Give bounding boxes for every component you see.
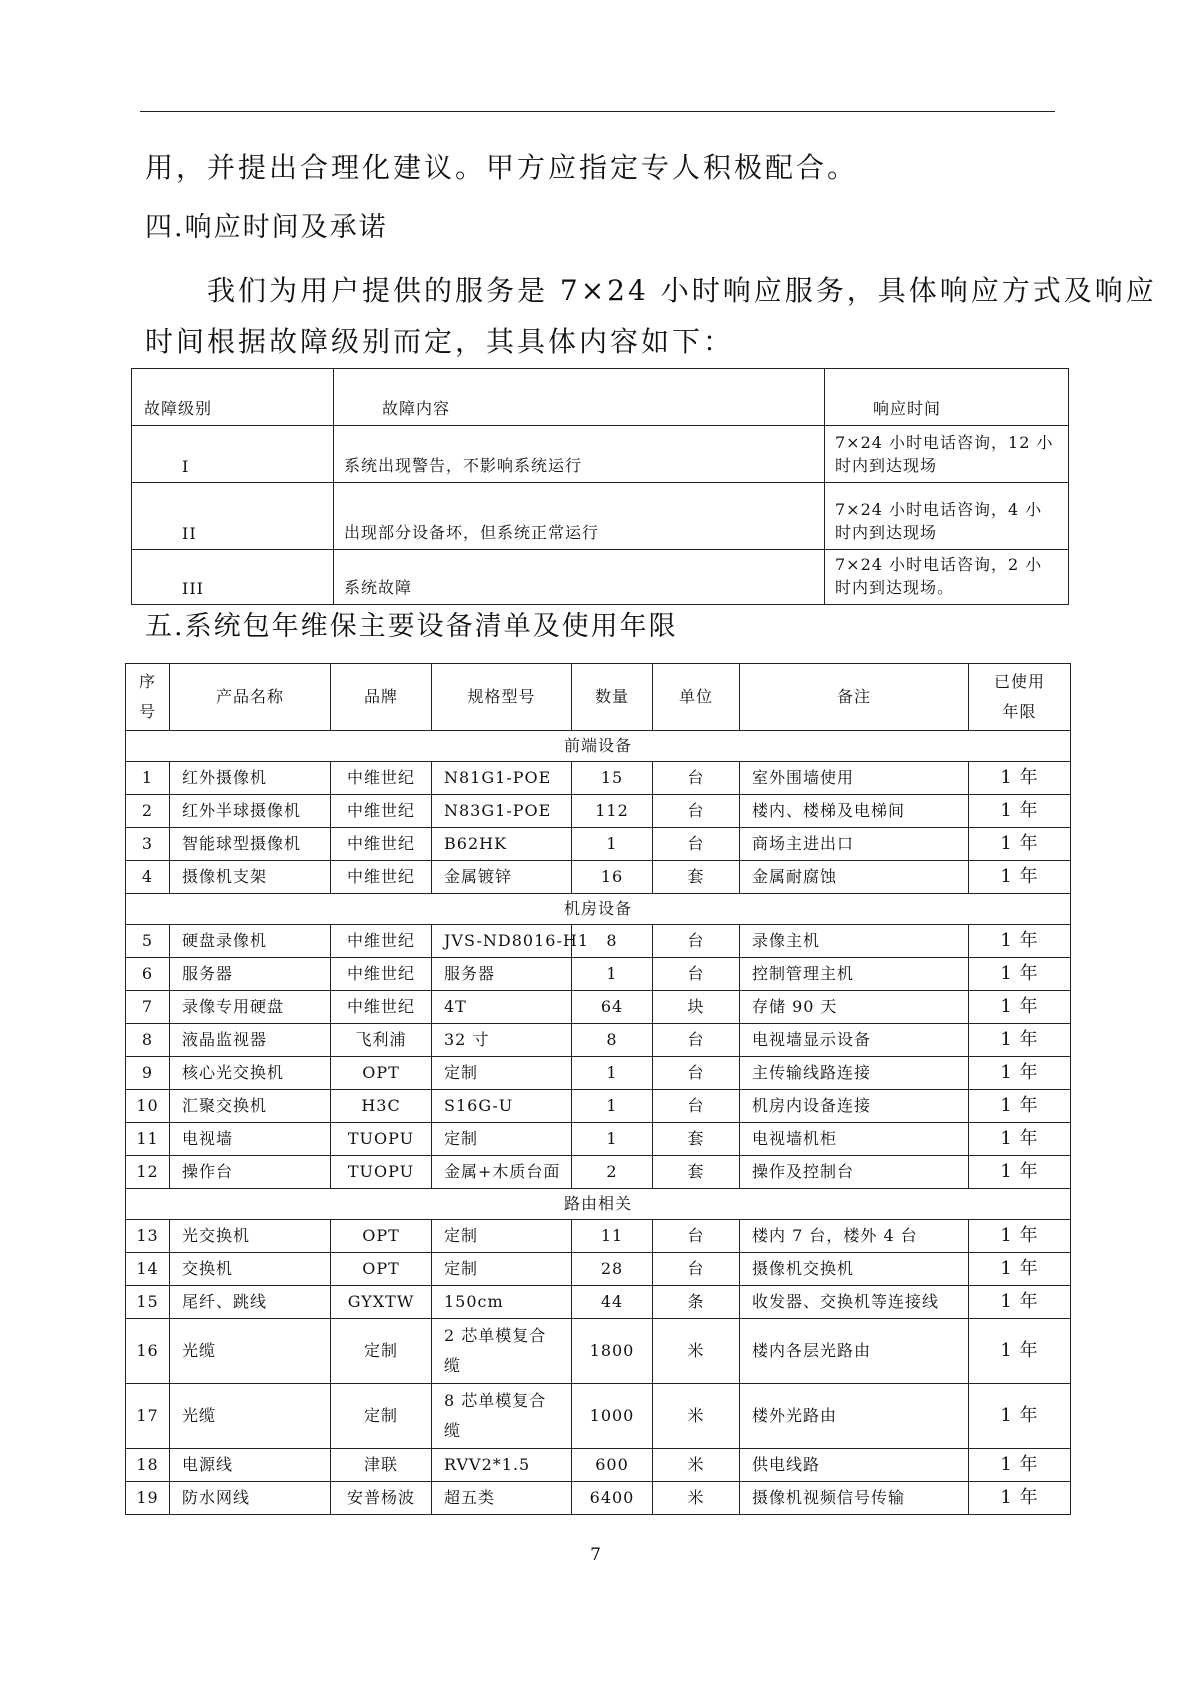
row-unit: 米 [653,1319,740,1384]
row-years: 1 年 [969,1123,1071,1156]
table-row [126,861,1071,894]
row-name: 智能球型摄像机 [170,828,331,861]
row-model: N83G1-POE [432,795,572,828]
row-model: 金属+木质台面 [432,1156,572,1189]
row-name: 硬盘录像机 [170,925,331,958]
section-row-machine-room [126,894,1071,925]
table-row [126,1384,1071,1449]
row-no: 12 [126,1156,170,1189]
fault-content: 系统出现警告，不影响系统运行 [334,426,825,483]
row-note: 主传输线路连接 [740,1057,969,1090]
row-years: 1 年 [969,1024,1071,1057]
row-unit: 台 [653,958,740,991]
row-note: 楼内各层光路由 [740,1319,969,1384]
row-unit: 台 [653,1024,740,1057]
row-years: 1 年 [969,925,1071,958]
row-no: 19 [126,1482,170,1515]
row-model: S16G-U [432,1090,572,1123]
fault-level: III [132,550,334,605]
row-no: 18 [126,1449,170,1482]
row-note: 室外围墙使用 [740,762,969,795]
row-note: 楼内 7 台，楼外 4 台 [740,1220,969,1253]
row-no: 14 [126,1253,170,1286]
row-name: 光交换机 [170,1220,331,1253]
row-model: JVS-ND8016-H1 [432,925,572,958]
row-brand: OPT [331,1253,432,1286]
row-model: 8 芯单模复合 缆 [432,1384,572,1449]
response-time: 7×24 小时电话咨询，12 小时内到达现场 [825,426,1069,483]
row-name: 交换机 [170,1253,331,1286]
row-qty: 1 [572,958,653,991]
row-note: 楼外光路由 [740,1384,969,1449]
table-row [126,795,1071,828]
row-qty: 1 [572,1057,653,1090]
row-years: 1 年 [969,828,1071,861]
header-note: 备注 [740,664,969,731]
row-no: 2 [126,795,170,828]
row-qty: 15 [572,762,653,795]
row-qty: 1 [572,1090,653,1123]
row-model: 定制 [432,1220,572,1253]
table-row [126,1220,1071,1253]
row-qty: 1 [572,1123,653,1156]
row-years: 1 年 [969,1319,1071,1384]
section-title: 路由相关 [126,1189,1071,1220]
row-brand: TUOPU [331,1123,432,1156]
row-years: 1 年 [969,1253,1071,1286]
row-brand: 津联 [331,1449,432,1482]
row-qty: 1 [572,828,653,861]
row-no: 5 [126,925,170,958]
paragraph-intro-line2: 时间根据故障级别而定，其具体内容如下： [145,325,735,358]
fault-content: 系统故障 [334,550,825,605]
table-row [126,1057,1071,1090]
table-row [126,958,1071,991]
section-heading-equipment: 五.系统包年维保主要设备清单及使用年限 [145,611,678,642]
row-unit: 套 [653,1156,740,1189]
row-brand: 安普杨波 [331,1482,432,1515]
section-heading-response: 四.响应时间及承诺 [145,212,388,243]
row-brand: 定制 [331,1319,432,1384]
row-qty: 11 [572,1220,653,1253]
row-unit: 台 [653,795,740,828]
row-qty: 1000 [572,1384,653,1449]
row-no: 3 [126,828,170,861]
row-qty: 44 [572,1286,653,1319]
row-unit: 块 [653,991,740,1024]
row-no: 6 [126,958,170,991]
table-row [126,762,1071,795]
row-qty: 16 [572,861,653,894]
row-unit: 台 [653,1090,740,1123]
response-time-table [131,368,1069,605]
row-note: 录像主机 [740,925,969,958]
row-model: 超五类 [432,1482,572,1515]
header-fault-content: 故障内容 [334,369,825,426]
paragraph-continuation: 用，并提出合理化建议。甲方应指定专人积极配合。 [145,151,859,184]
row-note: 摄像机视频信号传输 [740,1482,969,1515]
row-note: 控制管理主机 [740,958,969,991]
row-model: 150cm [432,1286,572,1319]
row-model: 32 寸 [432,1024,572,1057]
row-years: 1 年 [969,795,1071,828]
table-row [132,426,1069,483]
table-row [126,1449,1071,1482]
table-row [126,991,1071,1024]
row-no: 9 [126,1057,170,1090]
row-brand: 中维世纪 [331,828,432,861]
row-note: 电视墙机柜 [740,1123,969,1156]
row-unit: 台 [653,1057,740,1090]
row-years: 1 年 [969,861,1071,894]
paragraph-intro-line1: 我们为用户提供的服务是 7×24 小时响应服务，具体响应方式及响应 [145,274,1157,307]
row-model: 2 芯单模复合 缆 [432,1319,572,1384]
header-qty: 数量 [572,664,653,731]
row-name: 光缆 [170,1319,331,1384]
row-brand: 中维世纪 [331,925,432,958]
row-no: 13 [126,1220,170,1253]
row-model: 定制 [432,1057,572,1090]
row-note: 机房内设备连接 [740,1090,969,1123]
row-no: 16 [126,1319,170,1384]
fault-content: 出现部分设备坏，但系统正常运行 [334,483,825,550]
row-years: 1 年 [969,1384,1071,1449]
table-row [126,1319,1071,1384]
row-no: 11 [126,1123,170,1156]
header-name: 产品名称 [170,664,331,731]
row-note: 电视墙显示设备 [740,1024,969,1057]
row-name: 录像专用硬盘 [170,991,331,1024]
row-model: 服务器 [432,958,572,991]
row-unit: 台 [653,925,740,958]
row-years: 1 年 [969,762,1071,795]
header-model: 规格型号 [432,664,572,731]
row-no: 1 [126,762,170,795]
row-qty: 28 [572,1253,653,1286]
table-row [126,1024,1071,1057]
row-model: 4T [432,991,572,1024]
header-fault-level: 故障级别 [132,369,334,426]
row-qty: 8 [572,1024,653,1057]
row-brand: GYXTW [331,1286,432,1319]
table-row [126,1286,1071,1319]
row-unit: 米 [653,1384,740,1449]
row-brand: 中维世纪 [331,958,432,991]
row-unit: 米 [653,1482,740,1515]
page-number: 7 [590,1545,601,1565]
row-years: 1 年 [969,991,1071,1024]
row-note: 存储 90 天 [740,991,969,1024]
row-name: 操作台 [170,1156,331,1189]
row-years: 1 年 [969,1090,1071,1123]
row-years: 1 年 [969,1482,1071,1515]
row-unit: 套 [653,861,740,894]
row-no: 8 [126,1024,170,1057]
section-row-frontend [126,731,1071,762]
row-note: 收发器、交换机等连接线 [740,1286,969,1319]
table-row [126,1090,1071,1123]
row-name: 电源线 [170,1449,331,1482]
row-brand: TUOPU [331,1156,432,1189]
section-title: 机房设备 [126,894,1071,925]
table-header-row [126,664,1071,731]
section-row-routing [126,1189,1071,1220]
row-unit: 台 [653,828,740,861]
row-name: 汇聚交换机 [170,1090,331,1123]
fault-level: I [132,426,334,483]
row-unit: 台 [653,1253,740,1286]
row-unit: 台 [653,762,740,795]
row-model: N81G1-POE [432,762,572,795]
row-brand: 中维世纪 [331,762,432,795]
row-note: 商场主进出口 [740,828,969,861]
row-qty: 112 [572,795,653,828]
row-qty: 64 [572,991,653,1024]
table-row [126,1156,1071,1189]
row-note: 楼内、楼梯及电梯间 [740,795,969,828]
row-brand: 中维世纪 [331,861,432,894]
header-brand: 品牌 [331,664,432,731]
response-time: 7×24 小时电话咨询，4 小时内到达现场 [825,483,1069,550]
row-brand: H3C [331,1090,432,1123]
row-name: 尾纤、跳线 [170,1286,331,1319]
row-note: 操作及控制台 [740,1156,969,1189]
row-no: 7 [126,991,170,1024]
row-qty: 8 [572,925,653,958]
row-years: 1 年 [969,1220,1071,1253]
row-name: 光缆 [170,1384,331,1449]
section-title: 前端设备 [126,731,1071,762]
row-name: 液晶监视器 [170,1024,331,1057]
row-model: B62HK [432,828,572,861]
row-unit: 条 [653,1286,740,1319]
row-model: 定制 [432,1253,572,1286]
row-no: 4 [126,861,170,894]
row-brand: 定制 [331,1384,432,1449]
row-no: 17 [126,1384,170,1449]
table-row [126,1482,1071,1515]
row-unit: 台 [653,1220,740,1253]
row-model: RVV2*1.5 [432,1449,572,1482]
row-unit: 套 [653,1123,740,1156]
header-unit: 单位 [653,664,740,731]
row-brand: OPT [331,1220,432,1253]
row-name: 红外摄像机 [170,762,331,795]
row-years: 1 年 [969,1449,1071,1482]
row-model: 定制 [432,1123,572,1156]
row-note: 摄像机交换机 [740,1253,969,1286]
header-seq: 序 号 [126,664,170,731]
table-row [126,1123,1071,1156]
row-note: 供电线路 [740,1449,969,1482]
row-years: 1 年 [969,958,1071,991]
row-name: 电视墙 [170,1123,331,1156]
row-qty: 2 [572,1156,653,1189]
header-rule [140,111,1055,112]
table-header-row [132,369,1069,426]
header-response-time: 响应时间 [825,369,1069,426]
row-years: 1 年 [969,1156,1071,1189]
response-time: 7×24 小时电话咨询，2 小时内到达现场。 [825,550,1069,605]
row-unit: 米 [653,1449,740,1482]
row-name: 核心光交换机 [170,1057,331,1090]
row-brand: 中维世纪 [331,795,432,828]
row-qty: 6400 [572,1482,653,1515]
row-brand: OPT [331,1057,432,1090]
header-years: 已使用 年限 [969,664,1071,731]
row-no: 15 [126,1286,170,1319]
row-years: 1 年 [969,1286,1071,1319]
row-years: 1 年 [969,1057,1071,1090]
row-note: 金属耐腐蚀 [740,861,969,894]
table-row [126,925,1071,958]
row-brand: 飞利浦 [331,1024,432,1057]
table-row [126,828,1071,861]
table-row [126,1253,1071,1286]
row-name: 防水网线 [170,1482,331,1515]
row-qty: 600 [572,1449,653,1482]
row-name: 红外半球摄像机 [170,795,331,828]
row-name: 服务器 [170,958,331,991]
row-qty: 1800 [572,1319,653,1384]
row-no: 10 [126,1090,170,1123]
row-model: 金属镀锌 [432,861,572,894]
table-row [132,550,1069,605]
equipment-table [125,663,1071,1515]
table-row [132,483,1069,550]
row-brand: 中维世纪 [331,991,432,1024]
row-name: 摄像机支架 [170,861,331,894]
fault-level: II [132,483,334,550]
